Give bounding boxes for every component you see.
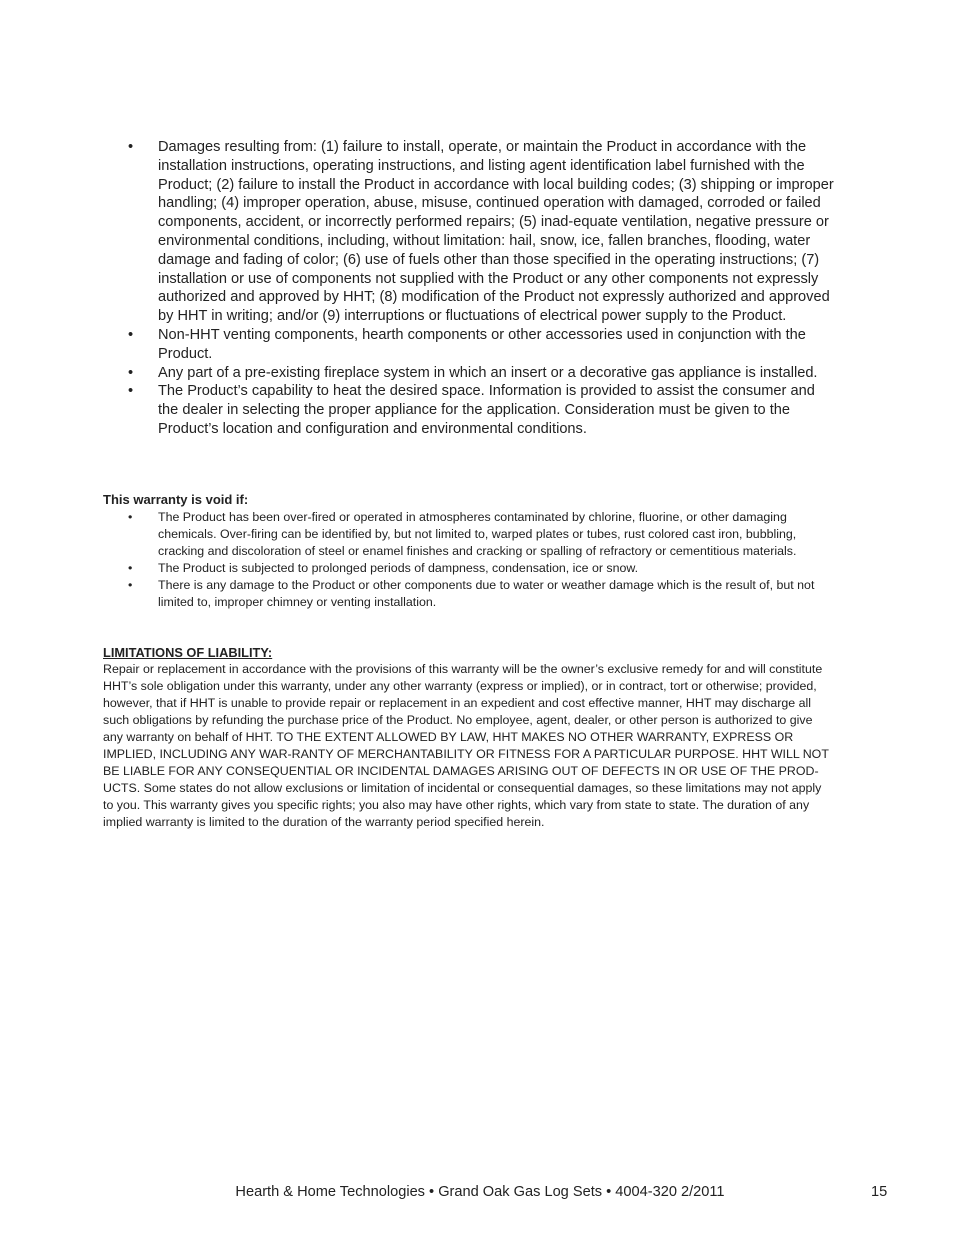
bullet-marker: •: [128, 139, 134, 155]
bullet-marker: •: [128, 383, 134, 400]
list-item-text: The Product’s capability to heat the desired space. Information is provided to assist the consumer and the dealer in selecting the proper appliance for the application. Consideration must be given to the Product’s location and configuration and environmental conditions.: [158, 383, 815, 437]
limitations-title: LIMITATIONS OF LIABILITY:: [103, 645, 273, 660]
list-item-text: Damages resulting from: (1) failure to install, operate, or maintain the Product in accordance with the installation instructions, operating instructions, and listing agent identification label furnished with the Product; (2) failure to install the Product in accordance with local building codes; (3) shipping or improper handling; (4) improper operation, abuse, misuse, continued operation with damaged, corroded or failed components, accident, or incorrectly performed repairs; (5) inad-equate ventilation, negative pressure or environmental conditions, including, without limitation: hail, snow, ice, fallen branches, flooding, water damage and fading of color; (6) use of fuels other than those specified in the operating instructions; (7) installation or use of components not supplied with the Product or any other components not expressly authorized and approved by HHT; (8) modification of the Product not expressly authorized and approved by HHT in writing; and/or (9) interruptions or fluctuations of electrical power supply to the Product.: [158, 139, 834, 325]
list-item-text: The Product is subjected to prolonged periods of dampness, condensation, ice or snow.: [158, 561, 639, 575]
bullet-marker: •: [128, 364, 134, 381]
page-number: 15: [871, 1184, 888, 1200]
list-item-text: The Product has been over-fired or operated in atmospheres contaminated by chlorine, fluorine, or other damaging chemicals. Over-firing can be identified by, but not limited to, warped plates or tubes, rust colored cast iron, bubbling, cracking and discoloration of steel or enamel finishes and cracking or spalling of refractory or cementitious materials.: [158, 510, 797, 558]
list-item: [128, 577, 828, 611]
list-item: [128, 560, 828, 577]
list-item: [128, 382, 834, 438]
bullet-marker: •: [128, 326, 134, 343]
void-conditions-list: [128, 509, 828, 611]
limitations-paragraph: Repair or replacement in accordance with the provisions of this warranty will be the owner’s exclusive remedy for and will constitute HHT’s sole obligation under this warranty, under any other warranty (express or implied), or in contract, tort or otherwise; provided, however, that if HHT is unable to provide repair or replacement in an expedient and cost effective manner, HHT may discharge all such obligations by refunding the purchase price of the Product. No employee, agent, dealer, or other person is authorized to give any warranty on behalf of HHT. TO THE EXTENT ALLOWED BY LAW, HHT MAKES NO OTHER WARRANTY, EXPRESS OR IMPLIED, INCLUDING ANY WAR-RANTY OF MERCHANTABILITY OR FITNESS FOR A PARTICULAR PURPOSE. HHT WILL NOT BE LIABLE FOR ANY CONSEQUENTIAL OR INCIDENTAL DAMAGES ARISING OUT OF DEFECTS IN OR USE OF THE PROD-UCTS. Some states do not allow exclusions or limitation of incidental or consequential damages, so these limitations may not apply to you. This warranty gives you specific rights; you also may have other rights, which vary from state to state. The duration of any implied warranty is limited to the duration of the warranty period specified herein.: [103, 662, 829, 829]
list-item: [128, 509, 828, 560]
bullet-marker: •: [128, 561, 133, 575]
exclusions-list: [128, 138, 834, 439]
page-footer: Hearth & Home Technologies • Grand Oak Gas Log Sets • 4004-320 2/2011: [235, 1184, 725, 1200]
list-item: [128, 326, 834, 364]
void-section-title: This warranty is void if:: [103, 492, 249, 507]
list-item-text: Non-HHT venting components, hearth components or other accessories used in conjunction with the Product.: [158, 326, 806, 362]
list-item: [128, 138, 834, 326]
bullet-marker: •: [128, 578, 133, 592]
list-item-text: There is any damage to the Product or other components due to water or weather damage which is the result of, but not limited to, improper chimney or venting installation.: [158, 578, 815, 609]
list-item-text: Any part of a pre-existing fireplace system in which an insert or a decorative gas appliance is installed.: [158, 364, 818, 381]
bullet-marker: •: [128, 510, 133, 524]
list-item: [128, 364, 834, 383]
